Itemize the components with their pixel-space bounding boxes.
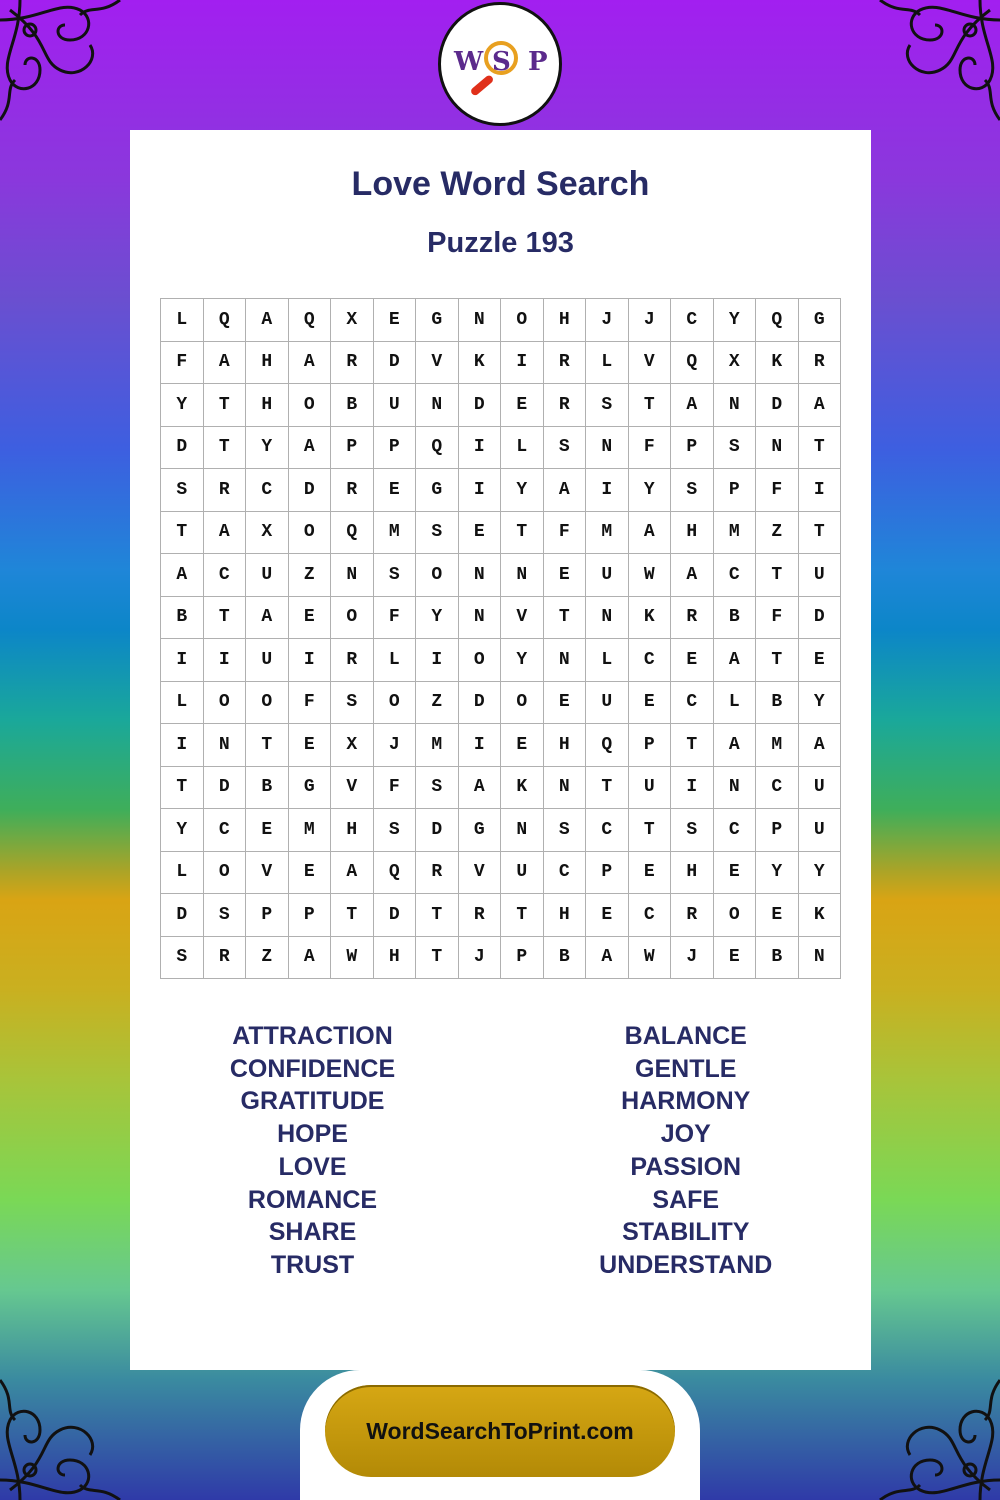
grid-cell[interactable]: I bbox=[161, 724, 204, 767]
grid-cell[interactable]: R bbox=[204, 469, 247, 512]
grid-cell[interactable]: N bbox=[799, 937, 842, 980]
grid-cell[interactable]: J bbox=[629, 299, 672, 342]
grid-cell[interactable]: E bbox=[586, 894, 629, 937]
word-item: GRATITUDE bbox=[240, 1087, 385, 1116]
grid-cell[interactable]: K bbox=[629, 597, 672, 640]
word-list-right bbox=[501, 1020, 872, 1282]
grid-cell[interactable]: Q bbox=[416, 427, 459, 470]
grid-cell[interactable]: A bbox=[799, 384, 842, 427]
grid-cell[interactable]: E bbox=[756, 894, 799, 937]
grid-cell[interactable]: B bbox=[544, 937, 587, 980]
grid-cell[interactable]: N bbox=[459, 554, 502, 597]
grid-cell[interactable]: D bbox=[289, 469, 332, 512]
grid-cell[interactable]: E bbox=[799, 639, 842, 682]
grid-cell[interactable]: O bbox=[416, 554, 459, 597]
grid-cell[interactable]: G bbox=[416, 299, 459, 342]
grid-cell[interactable]: H bbox=[544, 299, 587, 342]
grid-cell[interactable]: I bbox=[416, 639, 459, 682]
grid-cell[interactable]: V bbox=[459, 852, 502, 895]
word-item: ROMANCE bbox=[247, 1185, 378, 1214]
grid-cell[interactable]: Z bbox=[416, 682, 459, 725]
word-item: TRUST bbox=[270, 1250, 355, 1279]
grid-cell[interactable]: N bbox=[714, 384, 757, 427]
grid-cell[interactable]: M bbox=[586, 512, 629, 555]
grid-cell[interactable]: O bbox=[289, 384, 332, 427]
grid-cell[interactable]: G bbox=[799, 299, 842, 342]
grid-cell[interactable]: U bbox=[501, 852, 544, 895]
grid-cell[interactable]: A bbox=[459, 767, 502, 810]
grid-cell[interactable]: D bbox=[459, 384, 502, 427]
grid-cell[interactable]: U bbox=[586, 554, 629, 597]
grid-cell[interactable]: N bbox=[459, 299, 502, 342]
grid-cell[interactable]: T bbox=[756, 639, 799, 682]
grid-cell[interactable]: T bbox=[799, 427, 842, 470]
grid-cell[interactable]: P bbox=[331, 427, 374, 470]
grid-cell[interactable]: E bbox=[714, 852, 757, 895]
grid-cell[interactable]: T bbox=[331, 894, 374, 937]
corner-ornament-bottom-right bbox=[850, 1350, 1000, 1500]
grid-cell[interactable]: O bbox=[501, 299, 544, 342]
grid-cell[interactable]: S bbox=[671, 469, 714, 512]
grid-cell[interactable]: X bbox=[331, 299, 374, 342]
word-item: STABILITY bbox=[622, 1218, 750, 1247]
grid-cell[interactable]: A bbox=[246, 597, 289, 640]
puzzle-card bbox=[130, 130, 871, 1370]
grid-cell[interactable]: L bbox=[586, 639, 629, 682]
grid-cell[interactable]: I bbox=[161, 639, 204, 682]
grid-cell[interactable]: H bbox=[671, 852, 714, 895]
grid-cell[interactable]: E bbox=[501, 724, 544, 767]
grid-cell[interactable]: H bbox=[544, 724, 587, 767]
logo-letter: W bbox=[454, 47, 484, 77]
grid-cell[interactable]: A bbox=[289, 937, 332, 980]
grid-cell[interactable]: D bbox=[459, 682, 502, 725]
grid-cell[interactable]: A bbox=[544, 469, 587, 512]
grid-cell[interactable]: Y bbox=[161, 384, 204, 427]
grid-cell[interactable]: D bbox=[161, 427, 204, 470]
grid-cell[interactable]: H bbox=[374, 937, 417, 980]
word-item: ATTRACTION bbox=[232, 1022, 393, 1050]
grid-cell[interactable]: E bbox=[629, 852, 672, 895]
grid-cell[interactable]: L bbox=[586, 342, 629, 385]
grid-cell[interactable]: M bbox=[374, 512, 417, 555]
grid-cell[interactable]: F bbox=[544, 512, 587, 555]
grid-cell[interactable]: T bbox=[246, 724, 289, 767]
grid-cell[interactable]: O bbox=[204, 682, 247, 725]
grid-cell[interactable]: D bbox=[161, 894, 204, 937]
grid-cell[interactable]: A bbox=[799, 724, 842, 767]
grid-cell[interactable]: N bbox=[331, 554, 374, 597]
grid-cell[interactable]: J bbox=[459, 937, 502, 980]
grid-cell[interactable]: A bbox=[714, 724, 757, 767]
grid-cell[interactable]: J bbox=[586, 299, 629, 342]
grid-cell[interactable]: K bbox=[756, 342, 799, 385]
grid-cell[interactable]: Y bbox=[416, 597, 459, 640]
grid-cell[interactable]: D bbox=[374, 894, 417, 937]
logo-letter: S bbox=[492, 47, 511, 77]
grid-cell[interactable]: T bbox=[799, 512, 842, 555]
grid-cell[interactable]: X bbox=[714, 342, 757, 385]
grid-cell[interactable]: C bbox=[204, 809, 247, 852]
grid-cell[interactable]: Z bbox=[289, 554, 332, 597]
grid-cell[interactable]: S bbox=[416, 767, 459, 810]
grid-cell[interactable]: I bbox=[459, 469, 502, 512]
grid-cell[interactable]: U bbox=[799, 767, 842, 810]
grid-cell[interactable]: R bbox=[204, 937, 247, 980]
grid-cell[interactable]: T bbox=[501, 512, 544, 555]
grid-cell[interactable]: C bbox=[544, 852, 587, 895]
grid-cell[interactable]: F bbox=[374, 767, 417, 810]
grid-cell[interactable]: M bbox=[416, 724, 459, 767]
grid-cell[interactable]: J bbox=[671, 937, 714, 980]
grid-cell[interactable]: H bbox=[671, 512, 714, 555]
grid-cell[interactable]: E bbox=[671, 639, 714, 682]
grid-cell[interactable]: D bbox=[799, 597, 842, 640]
grid-cell[interactable]: T bbox=[161, 767, 204, 810]
grid-cell[interactable]: F bbox=[756, 469, 799, 512]
grid-cell[interactable]: V bbox=[246, 852, 289, 895]
grid-cell[interactable]: U bbox=[246, 639, 289, 682]
grid-cell[interactable]: S bbox=[671, 809, 714, 852]
grid-cell[interactable]: C bbox=[629, 639, 672, 682]
grid-cell[interactable]: Q bbox=[331, 512, 374, 555]
grid-cell[interactable]: O bbox=[501, 682, 544, 725]
grid-cell[interactable]: T bbox=[204, 384, 247, 427]
word-item: BALANCE bbox=[624, 1022, 747, 1050]
grid-cell[interactable]: G bbox=[459, 809, 502, 852]
grid-cell[interactable]: N bbox=[586, 597, 629, 640]
grid-cell[interactable]: N bbox=[416, 384, 459, 427]
grid-cell[interactable]: Y bbox=[799, 682, 842, 725]
grid-cell[interactable]: E bbox=[714, 937, 757, 980]
grid-cell[interactable]: S bbox=[161, 937, 204, 980]
grid-cell[interactable]: R bbox=[799, 342, 842, 385]
grid-cell[interactable]: E bbox=[629, 682, 672, 725]
grid-cell[interactable]: O bbox=[714, 894, 757, 937]
grid-cell[interactable]: A bbox=[204, 342, 247, 385]
grid-cell[interactable]: P bbox=[714, 469, 757, 512]
grid-cell[interactable]: T bbox=[629, 809, 672, 852]
grid-cell[interactable]: S bbox=[204, 894, 247, 937]
grid-cell[interactable]: Q bbox=[289, 299, 332, 342]
grid-cell[interactable]: N bbox=[501, 554, 544, 597]
grid-cell[interactable]: H bbox=[331, 809, 374, 852]
grid-cell[interactable]: Z bbox=[246, 937, 289, 980]
grid-cell[interactable]: P bbox=[501, 937, 544, 980]
grid-cell[interactable]: B bbox=[756, 937, 799, 980]
grid-cell[interactable]: N bbox=[544, 767, 587, 810]
grid-cell[interactable]: C bbox=[756, 767, 799, 810]
grid-cell[interactable]: U bbox=[799, 809, 842, 852]
grid-cell[interactable]: W bbox=[331, 937, 374, 980]
grid-cell[interactable]: L bbox=[161, 852, 204, 895]
word-item: PASSION bbox=[630, 1152, 742, 1181]
word-item: HARMONY bbox=[621, 1087, 751, 1116]
grid-cell[interactable]: R bbox=[459, 894, 502, 937]
grid-cell[interactable]: C bbox=[671, 682, 714, 725]
page-title: Love Word Search bbox=[351, 165, 650, 203]
grid-cell[interactable]: A bbox=[331, 852, 374, 895]
grid-cell[interactable]: Q bbox=[756, 299, 799, 342]
grid-cell[interactable]: R bbox=[671, 597, 714, 640]
grid-cell[interactable]: O bbox=[204, 852, 247, 895]
grid-cell[interactable]: E bbox=[544, 682, 587, 725]
grid-cell[interactable]: B bbox=[331, 384, 374, 427]
grid-cell[interactable]: I bbox=[459, 724, 502, 767]
grid-cell[interactable]: E bbox=[246, 809, 289, 852]
grid-cell[interactable]: U bbox=[586, 682, 629, 725]
grid-cell[interactable]: T bbox=[161, 512, 204, 555]
grid-cell[interactable]: C bbox=[714, 809, 757, 852]
grid-cell[interactable]: J bbox=[374, 724, 417, 767]
word-item: CONFIDENCE bbox=[229, 1054, 396, 1083]
grid-cell[interactable]: P bbox=[671, 427, 714, 470]
grid-cell[interactable]: K bbox=[799, 894, 842, 937]
grid-cell[interactable]: I bbox=[289, 639, 332, 682]
grid-cell[interactable]: N bbox=[204, 724, 247, 767]
grid-cell[interactable]: B bbox=[246, 767, 289, 810]
grid-cell[interactable]: E bbox=[544, 554, 587, 597]
grid-cell[interactable]: A bbox=[161, 554, 204, 597]
grid-cell[interactable]: F bbox=[161, 342, 204, 385]
grid-cell[interactable]: N bbox=[459, 597, 502, 640]
word-item: SAFE bbox=[652, 1185, 720, 1214]
grid-cell[interactable]: A bbox=[671, 384, 714, 427]
word-item: UNDERSTAND bbox=[599, 1250, 773, 1279]
grid-cell[interactable]: U bbox=[246, 554, 289, 597]
grid-cell[interactable]: E bbox=[374, 299, 417, 342]
grid-cell[interactable]: Q bbox=[586, 724, 629, 767]
grid-cell[interactable]: K bbox=[501, 767, 544, 810]
grid-cell[interactable]: V bbox=[629, 342, 672, 385]
grid-cell[interactable]: R bbox=[544, 384, 587, 427]
logo-letter: P bbox=[528, 47, 548, 77]
grid-cell[interactable]: P bbox=[756, 809, 799, 852]
grid-cell[interactable]: T bbox=[671, 724, 714, 767]
word-item: SHARE bbox=[268, 1218, 357, 1247]
grid-cell[interactable]: Y bbox=[799, 852, 842, 895]
grid-cell[interactable]: I bbox=[586, 469, 629, 512]
grid-cell[interactable]: A bbox=[671, 554, 714, 597]
grid-cell[interactable]: Y bbox=[714, 299, 757, 342]
grid-cell[interactable]: H bbox=[544, 894, 587, 937]
grid-cell[interactable]: D bbox=[416, 809, 459, 852]
grid-cell[interactable]: W bbox=[629, 937, 672, 980]
grid-cell[interactable]: M bbox=[289, 809, 332, 852]
grid-cell[interactable]: E bbox=[501, 384, 544, 427]
grid-cell[interactable]: I bbox=[459, 427, 502, 470]
grid-cell[interactable]: E bbox=[459, 512, 502, 555]
grid-cell[interactable]: R bbox=[331, 469, 374, 512]
grid-cell[interactable]: S bbox=[161, 469, 204, 512]
grid-cell[interactable]: N bbox=[544, 639, 587, 682]
grid-cell[interactable]: S bbox=[331, 682, 374, 725]
grid-cell[interactable]: R bbox=[671, 894, 714, 937]
word-list-left bbox=[130, 1020, 475, 1282]
grid-cell[interactable]: P bbox=[629, 724, 672, 767]
grid-cell[interactable]: L bbox=[501, 427, 544, 470]
grid-cell[interactable]: A bbox=[204, 512, 247, 555]
grid-cell[interactable]: T bbox=[629, 384, 672, 427]
grid-cell[interactable]: Z bbox=[756, 512, 799, 555]
grid-cell[interactable]: T bbox=[544, 597, 587, 640]
grid-cell[interactable]: Y bbox=[501, 639, 544, 682]
grid-cell[interactable]: B bbox=[714, 597, 757, 640]
grid-cell[interactable]: U bbox=[374, 384, 417, 427]
grid-cell[interactable]: Q bbox=[204, 299, 247, 342]
word-item: GENTLE bbox=[635, 1054, 737, 1083]
grid-cell[interactable]: B bbox=[161, 597, 204, 640]
grid-cell[interactable]: Y bbox=[629, 469, 672, 512]
grid-cell[interactable]: A bbox=[629, 512, 672, 555]
corner-ornament-bottom-left bbox=[0, 1350, 150, 1500]
grid-cell[interactable]: H bbox=[246, 342, 289, 385]
grid-cell[interactable]: A bbox=[289, 342, 332, 385]
grid-cell[interactable]: A bbox=[246, 299, 289, 342]
grid-cell[interactable]: F bbox=[629, 427, 672, 470]
grid-cell[interactable]: L bbox=[161, 682, 204, 725]
grid-cell[interactable]: G bbox=[289, 767, 332, 810]
grid-cell[interactable]: O bbox=[374, 682, 417, 725]
magnifier-icon bbox=[450, 29, 550, 99]
grid-cell[interactable]: X bbox=[331, 724, 374, 767]
grid-cell[interactable]: C bbox=[204, 554, 247, 597]
grid-cell[interactable]: T bbox=[416, 894, 459, 937]
grid-cell[interactable]: S bbox=[544, 427, 587, 470]
grid-cell[interactable]: A bbox=[586, 937, 629, 980]
grid-cell[interactable]: O bbox=[289, 512, 332, 555]
grid-cell[interactable]: Y bbox=[161, 809, 204, 852]
grid-cell[interactable]: S bbox=[586, 384, 629, 427]
grid-cell[interactable]: P bbox=[374, 427, 417, 470]
grid-cell[interactable]: C bbox=[671, 299, 714, 342]
website-link-label: WordSearchToPrint.com bbox=[366, 1417, 634, 1444]
grid-cell[interactable]: O bbox=[246, 682, 289, 725]
grid-cell[interactable]: A bbox=[714, 639, 757, 682]
word-list bbox=[130, 1020, 871, 1282]
grid-cell[interactable]: O bbox=[331, 597, 374, 640]
grid-cell[interactable]: S bbox=[374, 554, 417, 597]
grid-cell[interactable]: A bbox=[289, 427, 332, 470]
grid-cell[interactable]: D bbox=[756, 384, 799, 427]
grid-cell[interactable]: D bbox=[374, 342, 417, 385]
grid-cell[interactable]: C bbox=[246, 469, 289, 512]
grid-cell[interactable]: T bbox=[501, 894, 544, 937]
grid-cell[interactable]: L bbox=[374, 639, 417, 682]
grid-cell[interactable]: I bbox=[671, 767, 714, 810]
grid-cell[interactable]: K bbox=[459, 342, 502, 385]
grid-cell[interactable]: T bbox=[756, 554, 799, 597]
grid-cell[interactable]: N bbox=[756, 427, 799, 470]
puzzle-number: Puzzle 193 bbox=[427, 227, 574, 259]
wsp-logo[interactable] bbox=[438, 2, 562, 126]
grid-cell[interactable]: L bbox=[161, 299, 204, 342]
word-item: JOY bbox=[660, 1120, 711, 1149]
grid-cell[interactable]: Y bbox=[246, 427, 289, 470]
grid-cell[interactable]: E bbox=[289, 852, 332, 895]
grid-cell[interactable]: W bbox=[629, 554, 672, 597]
grid-cell[interactable]: P bbox=[246, 894, 289, 937]
grid-cell[interactable]: I bbox=[501, 342, 544, 385]
grid-cell[interactable]: T bbox=[416, 937, 459, 980]
grid-cell[interactable]: E bbox=[289, 724, 332, 767]
grid-cell[interactable]: N bbox=[501, 809, 544, 852]
grid-cell[interactable]: F bbox=[289, 682, 332, 725]
grid-cell[interactable]: Q bbox=[374, 852, 417, 895]
grid-cell[interactable]: T bbox=[204, 597, 247, 640]
grid-cell[interactable]: M bbox=[756, 724, 799, 767]
grid-cell[interactable]: P bbox=[289, 894, 332, 937]
grid-cell[interactable]: X bbox=[246, 512, 289, 555]
grid-cell[interactable]: T bbox=[204, 427, 247, 470]
grid-cell[interactable]: D bbox=[204, 767, 247, 810]
grid-cell[interactable]: V bbox=[331, 767, 374, 810]
grid-cell[interactable]: E bbox=[289, 597, 332, 640]
grid-cell[interactable]: P bbox=[586, 852, 629, 895]
grid-cell[interactable]: F bbox=[374, 597, 417, 640]
grid-cell[interactable]: U bbox=[629, 767, 672, 810]
grid-cell[interactable]: C bbox=[714, 554, 757, 597]
grid-cell[interactable]: V bbox=[501, 597, 544, 640]
grid-cell[interactable]: N bbox=[586, 427, 629, 470]
grid-cell[interactable]: I bbox=[799, 469, 842, 512]
grid-cell[interactable]: Q bbox=[671, 342, 714, 385]
website-link-button[interactable] bbox=[325, 1385, 675, 1477]
grid-cell[interactable]: T bbox=[586, 767, 629, 810]
grid-cell[interactable]: H bbox=[246, 384, 289, 427]
corner-ornament-top-right bbox=[850, 0, 1000, 150]
grid-cell[interactable]: L bbox=[714, 682, 757, 725]
grid-cell[interactable]: S bbox=[416, 512, 459, 555]
corner-ornament-top-left bbox=[0, 0, 150, 150]
grid-cell[interactable]: V bbox=[416, 342, 459, 385]
grid-cell[interactable]: R bbox=[416, 852, 459, 895]
grid-cell[interactable]: R bbox=[331, 342, 374, 385]
grid-cell[interactable]: B bbox=[756, 682, 799, 725]
word-item: HOPE bbox=[277, 1120, 348, 1149]
grid-cell[interactable]: Y bbox=[756, 852, 799, 895]
grid-cell[interactable]: S bbox=[544, 809, 587, 852]
grid-cell[interactable]: F bbox=[756, 597, 799, 640]
grid-cell[interactable]: M bbox=[714, 512, 757, 555]
grid-cell[interactable]: N bbox=[714, 767, 757, 810]
grid-cell[interactable]: S bbox=[374, 809, 417, 852]
letter-grid bbox=[160, 298, 841, 979]
grid-cell[interactable]: C bbox=[586, 809, 629, 852]
grid-cell[interactable]: R bbox=[331, 639, 374, 682]
word-item: LOVE bbox=[278, 1152, 347, 1181]
grid-cell[interactable]: R bbox=[544, 342, 587, 385]
grid-cell[interactable]: O bbox=[459, 639, 502, 682]
grid-cell[interactable]: G bbox=[416, 469, 459, 512]
grid-cell[interactable]: Y bbox=[501, 469, 544, 512]
grid-cell[interactable]: U bbox=[799, 554, 842, 597]
grid-cell[interactable]: E bbox=[374, 469, 417, 512]
grid-cell[interactable]: C bbox=[629, 894, 672, 937]
grid-cell[interactable]: S bbox=[714, 427, 757, 470]
grid-cell[interactable]: I bbox=[204, 639, 247, 682]
